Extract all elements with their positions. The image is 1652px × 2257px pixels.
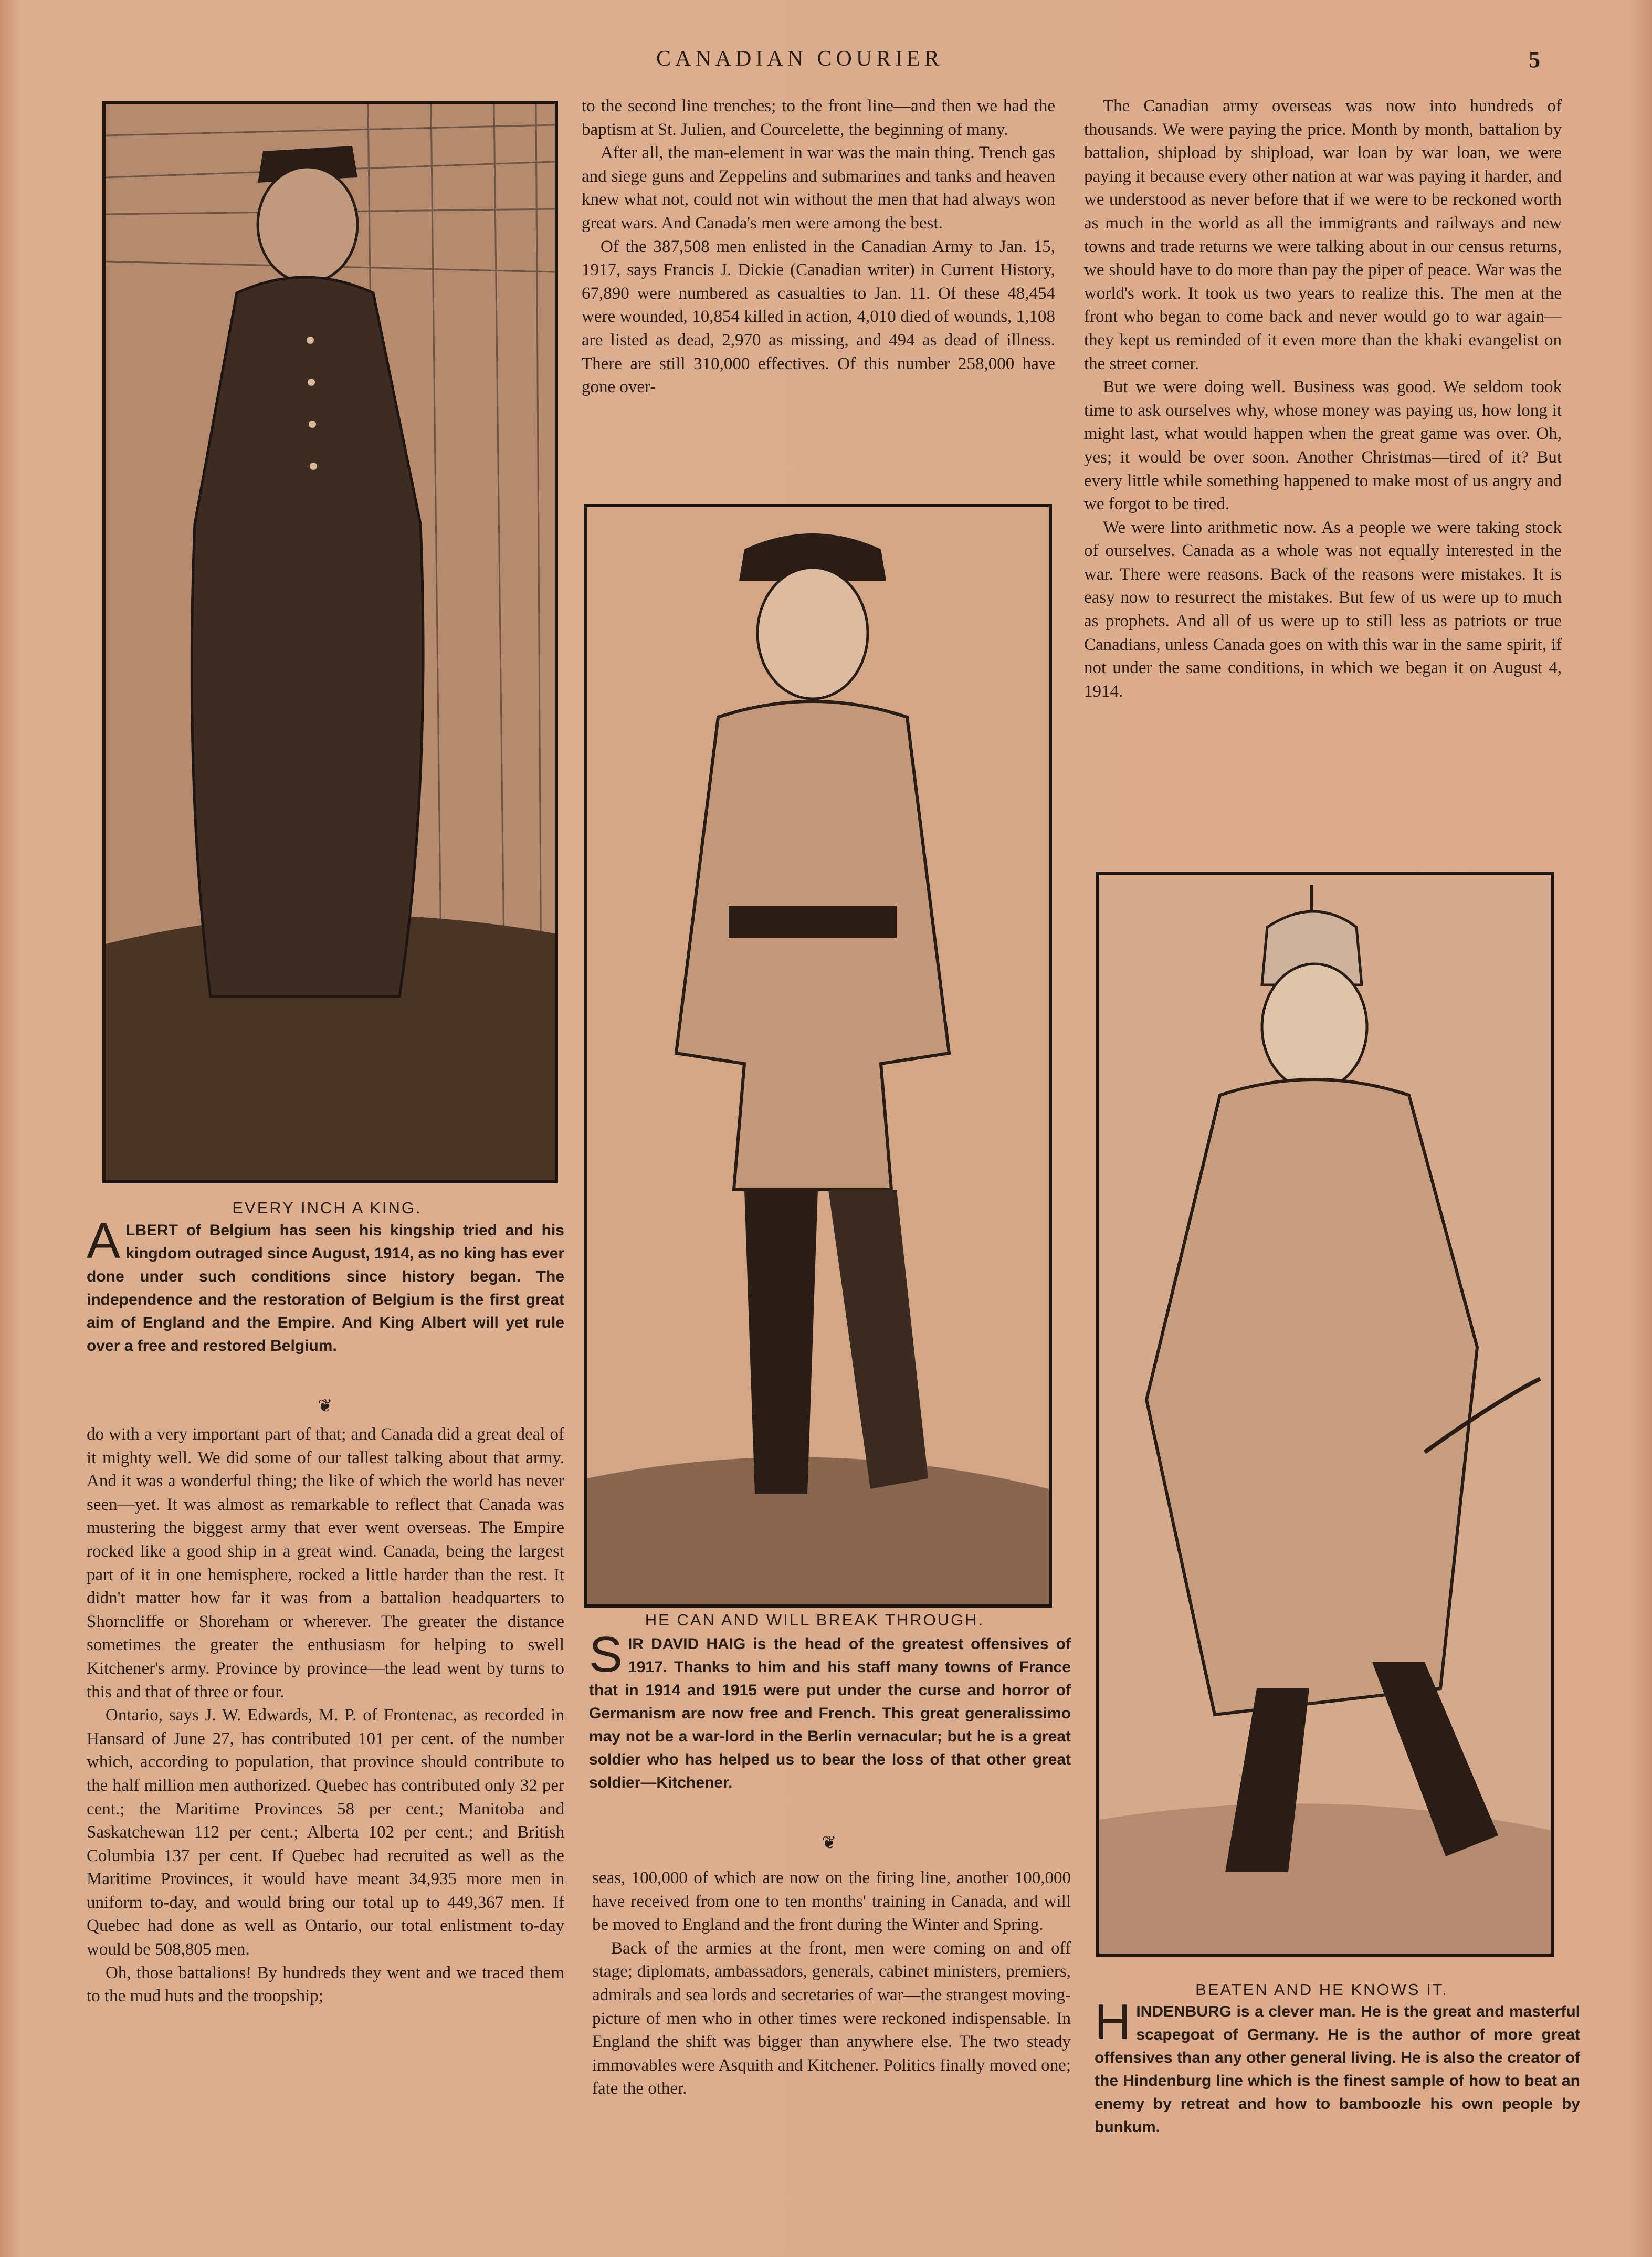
page-header: [0, 46, 1652, 72]
right-column-article: [1084, 95, 1562, 703]
left-paragraph-1: do with a very important part of that; and Canada did a great deal of it mighty well. We did some of our tallest talking about that army. And it was a wonderful thing; the like of which the world has never seen—yet. It was almost as remarkable to reflect that Canada was mustering the biggest army that ever went overseas. The Empire rocked like a good ship in a great wind. Canada, being the largest part of it in one hemisphere, rocked a little harder than the rest. It didn't matter how far it was from a battalion headquarters to Shorncliffe or Shoreham or wherever. The greater the distance sometimes the greater the enthusiasm for helping to swell Kitchener's army. Province by province—the lead went by turns to this and that of three or four.: [87, 1425, 564, 1702]
right-paragraph-3: We were linto arithmetic now. As a people we were taking stock of ourselves. Canada as a whole was not equally interested in the war. There were reasons. Back of the reasons were mistakes. It is easy now to resurrect the mistakes. But few of us were up to much as prophets. And all of us were up to still less as patriots or true Canadians, unless Canada goes on with this war in the same spirit, if not under the same conditions, in which we began it on August 4, 1914.: [1084, 518, 1562, 701]
left-column-article: [87, 1423, 564, 2008]
left-paragraph-2: Ontario, says J. W. Edwards, M. P. of Frontenac, as recorded in Hansard of June 27, has contributed 101 per cent. of the number which, according to population, that province should contribute to the half million men authorized. Quebec has contributed only 32 per cent.; the Maritime Provinces 58 per cent.; Manitoba and Saskatchewan 112 per cent.; Alberta 102 per cent.; and British Columbia 137 per cent. If Quebec had recruited as well as the Maritime Provinces, it would have meant 34,935 more men in uniform to-day, and would bring our total up to 449,367 men. If Quebec had done as well as Ontario, our total enlistment to-day would be 508,805 men.: [87, 1706, 564, 1959]
right-paragraph-2: But we were doing well. Business was good. We seldom took time to ask ourselves why, whose money was paying us, how long it might last, what would happen when the great game was over. Oh, yes; it would be over soon. Another Christmas—tired of it? But every little while something happened to make most of us angry and we forgot to be tired.: [1084, 377, 1562, 514]
middle-column-bottom: [592, 1866, 1071, 2101]
ornament-left: ❦: [318, 1397, 333, 1416]
middle-column-top: [582, 95, 1055, 399]
illustration-haig: [584, 504, 1052, 1608]
right-paragraph-1: The Canadian army overseas was now into hundreds of thousands. We were paying the price. Month by month, battalion by battalion, shipload by shipload, war loan by war loan, we were paying it because every other nation at war was paying it harder, and we understood as never before that if we were to be reckoned worth as much in the world as all the immigrants and railways and new towns and trade returns we were talking about in our census returns, we should have to do more than pay the piper of peace. War was the world's work. It took us two years to realize this. The men at the front who began to come back and never would go to war again—they kept us reminded of it even more than the khaki evangelist on the street corner.: [1084, 97, 1562, 373]
caption-title-hindenburg: BEATEN AND HE KNOWS IT.: [1195, 1980, 1448, 1999]
dropcap-hindenburg: H: [1095, 1994, 1131, 2050]
caption-haig: [589, 1626, 1071, 1794]
middle-paragraph-3: Of the 387,508 men enlisted in the Canadian Army to Jan. 15, 1917, says Francis J. Dickie (Canadian writer) in Current History, 67,890 were numbered as casualties to Jan. 11. Of these 48,454 were wounded, 10,854 killed in action, 4,010 died of wounds, 1,108 are listed as dead, 2,970 as missing, and 494 as dead of illness. There are still 310,000 effectives. Of this number 258,000 have gone over-: [582, 237, 1055, 397]
middle-paragraph-4: seas, 100,000 of which are now on the firing line, another 100,000 have received from one to ten months' training in Canada, and will be moved to England and the front during the Winter and Spring.: [592, 1868, 1071, 1935]
illustration-hindenburg: [1096, 872, 1554, 1957]
caption-title-albert: EVERY INCH A KING.: [232, 1199, 422, 1217]
dropcap-albert: A: [87, 1213, 121, 1269]
caption-hindenburg: [1095, 1994, 1580, 2139]
middle-paragraph-5: Back of the armies at the front, men were coming on and off stage; diplomats, ambassadors, generals, cabinet ministers, premiers, admirals and sea lords and secretaries of war—the strangest moving-picture of men who in other times were reckoned indispensable. In England the shift was bigger than anywhere else. The two steady immovables were Asquith and Kitchener. Politics finally moved one; fate the other.: [592, 1938, 1071, 2098]
caption-albert: [87, 1213, 564, 1358]
hindenburg-drawing: [1099, 875, 1551, 1954]
caption-haig-text: IR DAVID HAIG is the head of the greatest offensives of 1917. Thanks to him and his staff many towns of France that in 1914 and 1915 were put under the curse and horror of Germanism are now free and French. This great generalissimo may not be a war-lord in the Berlin vernacular; but he is a great soldier who has helped us to bear the loss of that other great soldier—Kitchener.: [589, 1635, 1071, 1791]
ornament-middle: ❦: [822, 1833, 837, 1853]
page-number: 5: [1529, 47, 1540, 72]
middle-paragraph-1: to the second line trenches; to the front line—and then we had the baptism at St. Julien, and Courcelette, the beginning of many.: [582, 97, 1055, 139]
middle-paragraph-2: After all, the man-element in war was the main thing. Trench gas and siege guns and Zeppelins and submarines and tanks and heaven knew what not, could not win without the men that had always won great wars. And Canada's men were among the best.: [582, 143, 1055, 233]
haig-drawing: [587, 507, 1049, 1604]
left-paragraph-3: Oh, those battalions! By hundreds they went and we traced them to the mud huts and the troopship;: [87, 1963, 564, 2006]
dropcap-haig: S: [589, 1626, 623, 1683]
caption-albert-text: LBERT of Belgium has seen his kingship tried and his kingdom outraged since August, 1914, as no king has ever done under such conditions since history began. The independence and the restoration of Belgium is the first great aim of England and the Empire. And King Albert will yet rule over a free and restored Belgium.: [87, 1222, 564, 1355]
illustration-king-albert: [102, 101, 558, 1183]
king-albert-drawing: [106, 104, 555, 1180]
caption-hindenburg-text: INDENBURG is a clever man. He is the great and masterful scapegoat of Germany. He is the author of more great offensives than any other general living. He is also the creator of the Hindenburg line which is the finest sample of how to beat an enemy by retreat and how to bamboozle his own people by bunkum.: [1095, 2003, 1580, 2136]
masthead: CANADIAN COURIER: [656, 47, 943, 71]
caption-title-haig: HE CAN AND WILL BREAK THROUGH.: [645, 1611, 985, 1629]
